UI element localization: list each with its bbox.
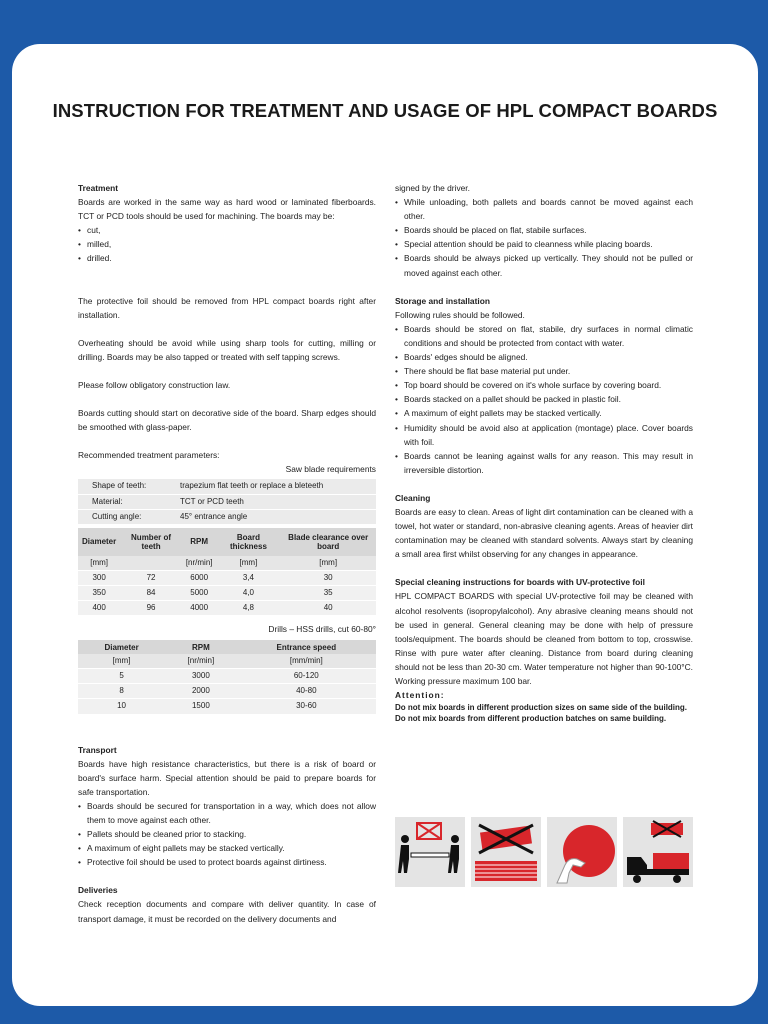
table-cell: 3000 [165,669,237,684]
table-cell: 30-60 [237,699,376,714]
table-cell: 4000 [182,600,217,615]
table-cell: 30 [280,570,376,585]
table-cell: 5 [78,669,165,684]
deliveries-text: Check reception documents and compare with deliver quantity. In case of transport damage, it must be recorded on the delivery documents and [78,899,376,924]
table-row [78,494,376,509]
table-cell: 40 [280,600,376,615]
table-row [78,600,376,615]
table-cell: [nr/min] [182,556,217,571]
cleaning-heading: Cleaning [395,492,431,503]
table-cell: 4,0 [216,585,280,600]
treatment-heading: Treatment [78,183,119,193]
cleaning-hand-icon [547,817,617,887]
list-item: • Boards should be placed on flat, stabile surfaces. [395,223,693,237]
list-item: • A maximum of eight pallets may be stacked vertically. [78,841,376,855]
deliveries-heading: Deliveries [78,885,118,896]
table-cell: 1500 [165,699,237,714]
table-cell: 2000 [165,684,237,699]
truck-transport-icon [623,817,693,887]
table-row [78,570,376,585]
treatment-paragraph: Boards cutting should start on decorative side of the board. Sharp edges should be smoothed with glass-paper. [78,408,376,433]
drills-caption: Drills – HSS drills, cut 60-80° [268,624,376,635]
list-item: • Boards' edges should be aligned. [395,350,693,364]
table-cell: 3,4 [216,570,280,585]
table-row [78,669,376,684]
column-header: RPM [182,528,217,556]
table-row [78,699,376,714]
uv-heading: Special cleaning instructions for boards with UV-protective foil [395,577,645,588]
treatment-methods-list [78,223,376,265]
table-cell: [nr/min] [165,654,237,669]
list-item: • Boards should be always picked up vertically. They should not be pulled or moved against each other. [395,251,693,279]
column-header: Diameter [78,640,165,654]
table-cell: Cutting angle: [78,509,176,524]
list-item: • Protective foil should be used to protect boards against dirtiness. [78,855,376,869]
treatment-intro: Boards are worked in the same way as hard wood or laminated fiberboards. TCT or PCD tools should be used for machining. The boards may be: [78,197,376,222]
attention-label: Attention: [395,690,445,701]
saw-caption: Saw blade requirements [285,464,376,475]
storage-intro: Following rules should be followed. [395,309,525,320]
column-header: Blade clearance over board [280,528,376,556]
list-item: • A maximum of eight pallets may be stacked vertically. [395,406,693,420]
list-item: • Top board should be covered on it's whole surface by covering board. [395,378,693,392]
table-cell: 400 [78,600,120,615]
table-cell: [mm/min] [237,654,376,669]
list-item: • Pallets should be cleaned prior to stacking. [78,827,376,841]
document-sheet [12,44,758,1006]
list-item: • Boards should be stored on flat, stabile, dry surfaces in normal climatic conditions and should be protected from contact with water. [395,322,693,350]
table-units-row [78,654,376,669]
table-cell: TCT or PCD teeth [176,494,376,509]
table-cell: 300 [78,570,120,585]
drills-table [78,640,376,714]
list-item: • milled, [78,237,376,251]
table-cell: 72 [120,570,182,585]
table-cell: Material: [78,494,176,509]
table-row [78,479,376,494]
table-cell: [mm] [280,556,376,571]
list-item: • cut, [78,223,376,237]
table-cell [120,556,182,571]
table-cell: [mm] [78,654,165,669]
column-header: Number of teeth [120,528,182,556]
table-units-row [78,556,376,571]
two-people-carry-icon [395,817,465,887]
table-header-row [78,528,376,556]
table-cell: [mm] [216,556,280,571]
table-cell: 45° entrance angle [176,509,376,524]
list-item: • Boards should be secured for transportation in a way, which does not allow them to move against each other. [78,799,376,827]
column-header: Board thickness [216,528,280,556]
transport-heading: Transport [78,744,117,755]
list-item: • Boards stacked on a pallet should be packed in plastic foil. [395,392,693,406]
table-cell: Shape of teeth: [78,479,176,494]
cleaning-text: Boards are easy to clean. Areas of light dirt contamination can be cleaned with a towel, hot water or standard, non-abrasive cleaning agents. Areas of heavier dirt contamination may be cleaned with standard solvents. Always start by cleaning a small area first whilst observing for any changes in appearance. [395,506,693,560]
table-cell: 96 [120,600,182,615]
page-title: INSTRUCTION FOR TREATMENT AND USAGE OF HPL COMPACT BOARDS [52,100,718,121]
table-cell: 40-80 [237,684,376,699]
storage-list [395,322,693,477]
table-cell: 84 [120,585,182,600]
right-column [395,181,693,724]
attention-line: Do not mix boards in different production sizes on same side of the building. [395,703,688,713]
table-cell: 5000 [182,585,217,600]
treatment-paragraph: Recommended treatment parameters: [78,450,220,461]
uv-text: HPL COMPACT BOARDS with special UV-protective foil may be cleaned with alcohol resolvents (isopropylalcohol). Any abrasive cleaning means should not be used in general. General cleaning may be done with help of pressure tools/equipment. The boards should be cleaned from bottom to top, crosswise. Rinse with pure water after cleaning. Distance from board during cleaning should not be less than 20-30 cm. Water temperature not higher than 90-100°C. Working pressure maximum 100 bar. [395,591,693,686]
deliveries-continuation: signed by the driver. [395,183,470,193]
saw-properties-table [78,479,376,524]
column-header: Entrance speed [237,640,376,654]
column-header: RPM [165,640,237,654]
transport-list [78,799,376,869]
left-column [78,181,376,926]
treatment-paragraph: Overheating should be avoid while using sharp tools for cutting, milling or drilling. Boards may be also tapped or treated with self tapping screws. [78,337,376,362]
storage-heading: Storage and installation [395,295,490,306]
table-cell: [mm] [78,556,120,571]
column-header: Diameter [78,528,120,556]
pictogram-row [395,817,715,887]
table-cell: 350 [78,585,120,600]
list-item: • There should be flat base material put under. [395,364,693,378]
table-header-row [78,640,376,654]
saw-blade-table [78,528,376,616]
unloading-list [395,195,693,280]
treatment-paragraph: The protective foil should be removed from HPL compact boards right after installation. [78,295,376,320]
list-item: • Boards cannot be leaning against walls for any reason. This may result in irreversible distortion. [395,449,693,477]
table-cell: 6000 [182,570,217,585]
table-row [78,585,376,600]
list-item: • drilled. [78,251,376,265]
table-cell: 8 [78,684,165,699]
list-item: • Humidity should be avoid also at application (montage) place. Cover boards with foil. [395,421,693,449]
table-cell: 60-120 [237,669,376,684]
stacked-boards-icon [471,817,541,887]
transport-intro: Boards have high resistance characteristics, but there is a risk of board or board's surface harm. Special attention should be paid to prepare boards for safe transportation. [78,758,376,797]
table-row [78,684,376,699]
attention-line: Do not mix boards from different production batches on same building. [395,714,667,724]
list-item: • Special attention should be paid to cleanness while placing boards. [395,237,693,251]
list-item: • While unloading, both pallets and boards cannot be moved against each other. [395,195,693,223]
table-cell: 10 [78,699,165,714]
table-cell: 35 [280,585,376,600]
treatment-paragraph: Please follow obligatory construction law. [78,379,231,390]
table-cell: trapezium flat teeth or replace a bleteeth [176,479,376,494]
table-cell: 4,8 [216,600,280,615]
table-row [78,509,376,524]
